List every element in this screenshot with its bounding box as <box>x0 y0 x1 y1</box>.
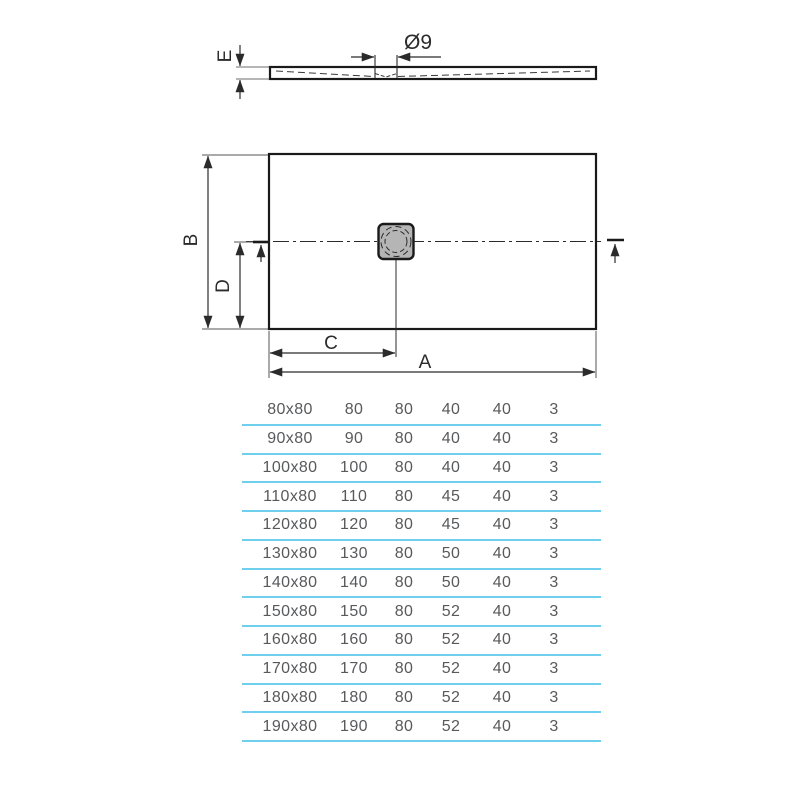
value-cell: 80 <box>394 487 414 505</box>
size-cell: 160x80 <box>262 631 318 649</box>
plan-view <box>181 154 624 378</box>
value-cell: 40 <box>441 430 461 448</box>
value-cell: 40 <box>441 401 461 419</box>
value-cell: 80 <box>394 401 414 419</box>
value-cell: 80 <box>394 717 414 735</box>
value-cell: 80 <box>344 401 364 419</box>
value-cell: 80 <box>394 688 414 706</box>
dim-label-e: E <box>215 49 236 63</box>
dim-label-d: D <box>213 279 234 293</box>
value-cell: 40 <box>492 545 512 563</box>
value-cell: 40 <box>492 516 512 534</box>
value-cell: 80 <box>394 573 414 591</box>
value-cell: 3 <box>549 631 559 649</box>
value-cell: 180 <box>340 688 368 706</box>
value-cell: 160 <box>340 631 368 649</box>
table-row <box>242 713 601 742</box>
value-cell: 120 <box>340 516 368 534</box>
value-cell: 52 <box>441 660 461 678</box>
table-row <box>242 483 601 512</box>
value-cell: 3 <box>549 660 559 678</box>
value-cell: 45 <box>441 487 461 505</box>
side-view <box>215 31 596 99</box>
size-cell: 120x80 <box>262 516 318 534</box>
value-cell: 90 <box>344 430 364 448</box>
size-cell: 90x80 <box>267 430 313 448</box>
value-cell: 40 <box>441 458 461 476</box>
size-cell: 130x80 <box>262 545 318 563</box>
value-cell: 52 <box>441 717 461 735</box>
value-cell: 3 <box>549 545 559 563</box>
value-cell: 110 <box>340 487 368 505</box>
size-cell: 80x80 <box>267 401 313 419</box>
value-cell: 80 <box>394 545 414 563</box>
value-cell: 80 <box>394 458 414 476</box>
value-cell: 50 <box>441 573 461 591</box>
value-cell: 3 <box>549 688 559 706</box>
value-cell: 80 <box>394 660 414 678</box>
value-cell: 45 <box>441 516 461 534</box>
dim-label-a: A <box>418 352 432 373</box>
size-cell: 100x80 <box>262 458 318 476</box>
dim-label-c: C <box>324 333 338 354</box>
table-row <box>242 455 601 484</box>
dim-label-diameter: Ø9 <box>404 31 433 54</box>
value-cell: 40 <box>492 573 512 591</box>
table-row <box>242 570 601 599</box>
value-cell: 40 <box>492 631 512 649</box>
value-cell: 3 <box>549 458 559 476</box>
value-cell: 52 <box>441 688 461 706</box>
value-cell: 100 <box>340 458 368 476</box>
value-cell: 40 <box>492 487 512 505</box>
value-cell: 3 <box>549 717 559 735</box>
value-cell: 40 <box>492 602 512 620</box>
value-cell: 3 <box>549 401 559 419</box>
size-cell: 180x80 <box>262 688 318 706</box>
size-cell: 190x80 <box>262 717 318 735</box>
value-cell: 50 <box>441 545 461 563</box>
value-cell: 140 <box>340 573 368 591</box>
drain-waste <box>379 224 414 259</box>
value-cell: 80 <box>394 516 414 534</box>
value-cell: 3 <box>549 487 559 505</box>
size-cell: 170x80 <box>262 660 318 678</box>
value-cell: 130 <box>340 545 368 563</box>
value-cell: 3 <box>549 573 559 591</box>
value-cell: 3 <box>549 430 559 448</box>
value-cell: 80 <box>394 430 414 448</box>
table-row <box>242 426 601 455</box>
value-cell: 52 <box>441 602 461 620</box>
value-cell: 40 <box>492 660 512 678</box>
value-cell: 40 <box>492 458 512 476</box>
value-cell: 80 <box>394 602 414 620</box>
size-cell: 140x80 <box>262 573 318 591</box>
size-cell: 110x80 <box>263 487 317 505</box>
table-row <box>242 685 601 714</box>
value-cell: 52 <box>441 631 461 649</box>
size-table <box>242 397 601 742</box>
value-cell: 40 <box>492 430 512 448</box>
value-cell: 80 <box>394 631 414 649</box>
value-cell: 40 <box>492 401 512 419</box>
table-row <box>242 512 601 541</box>
value-cell: 150 <box>340 602 368 620</box>
value-cell: 40 <box>492 717 512 735</box>
table-row <box>242 397 601 426</box>
size-cell: 150x80 <box>262 602 318 620</box>
value-cell: 3 <box>549 602 559 620</box>
value-cell: 170 <box>340 660 368 678</box>
table-row <box>242 598 601 627</box>
value-cell: 190 <box>340 717 368 735</box>
dim-label-b: B <box>181 233 202 247</box>
table-row <box>242 541 601 570</box>
table-row <box>242 656 601 685</box>
value-cell: 40 <box>492 688 512 706</box>
value-cell: 3 <box>549 516 559 534</box>
table-row <box>242 627 601 656</box>
